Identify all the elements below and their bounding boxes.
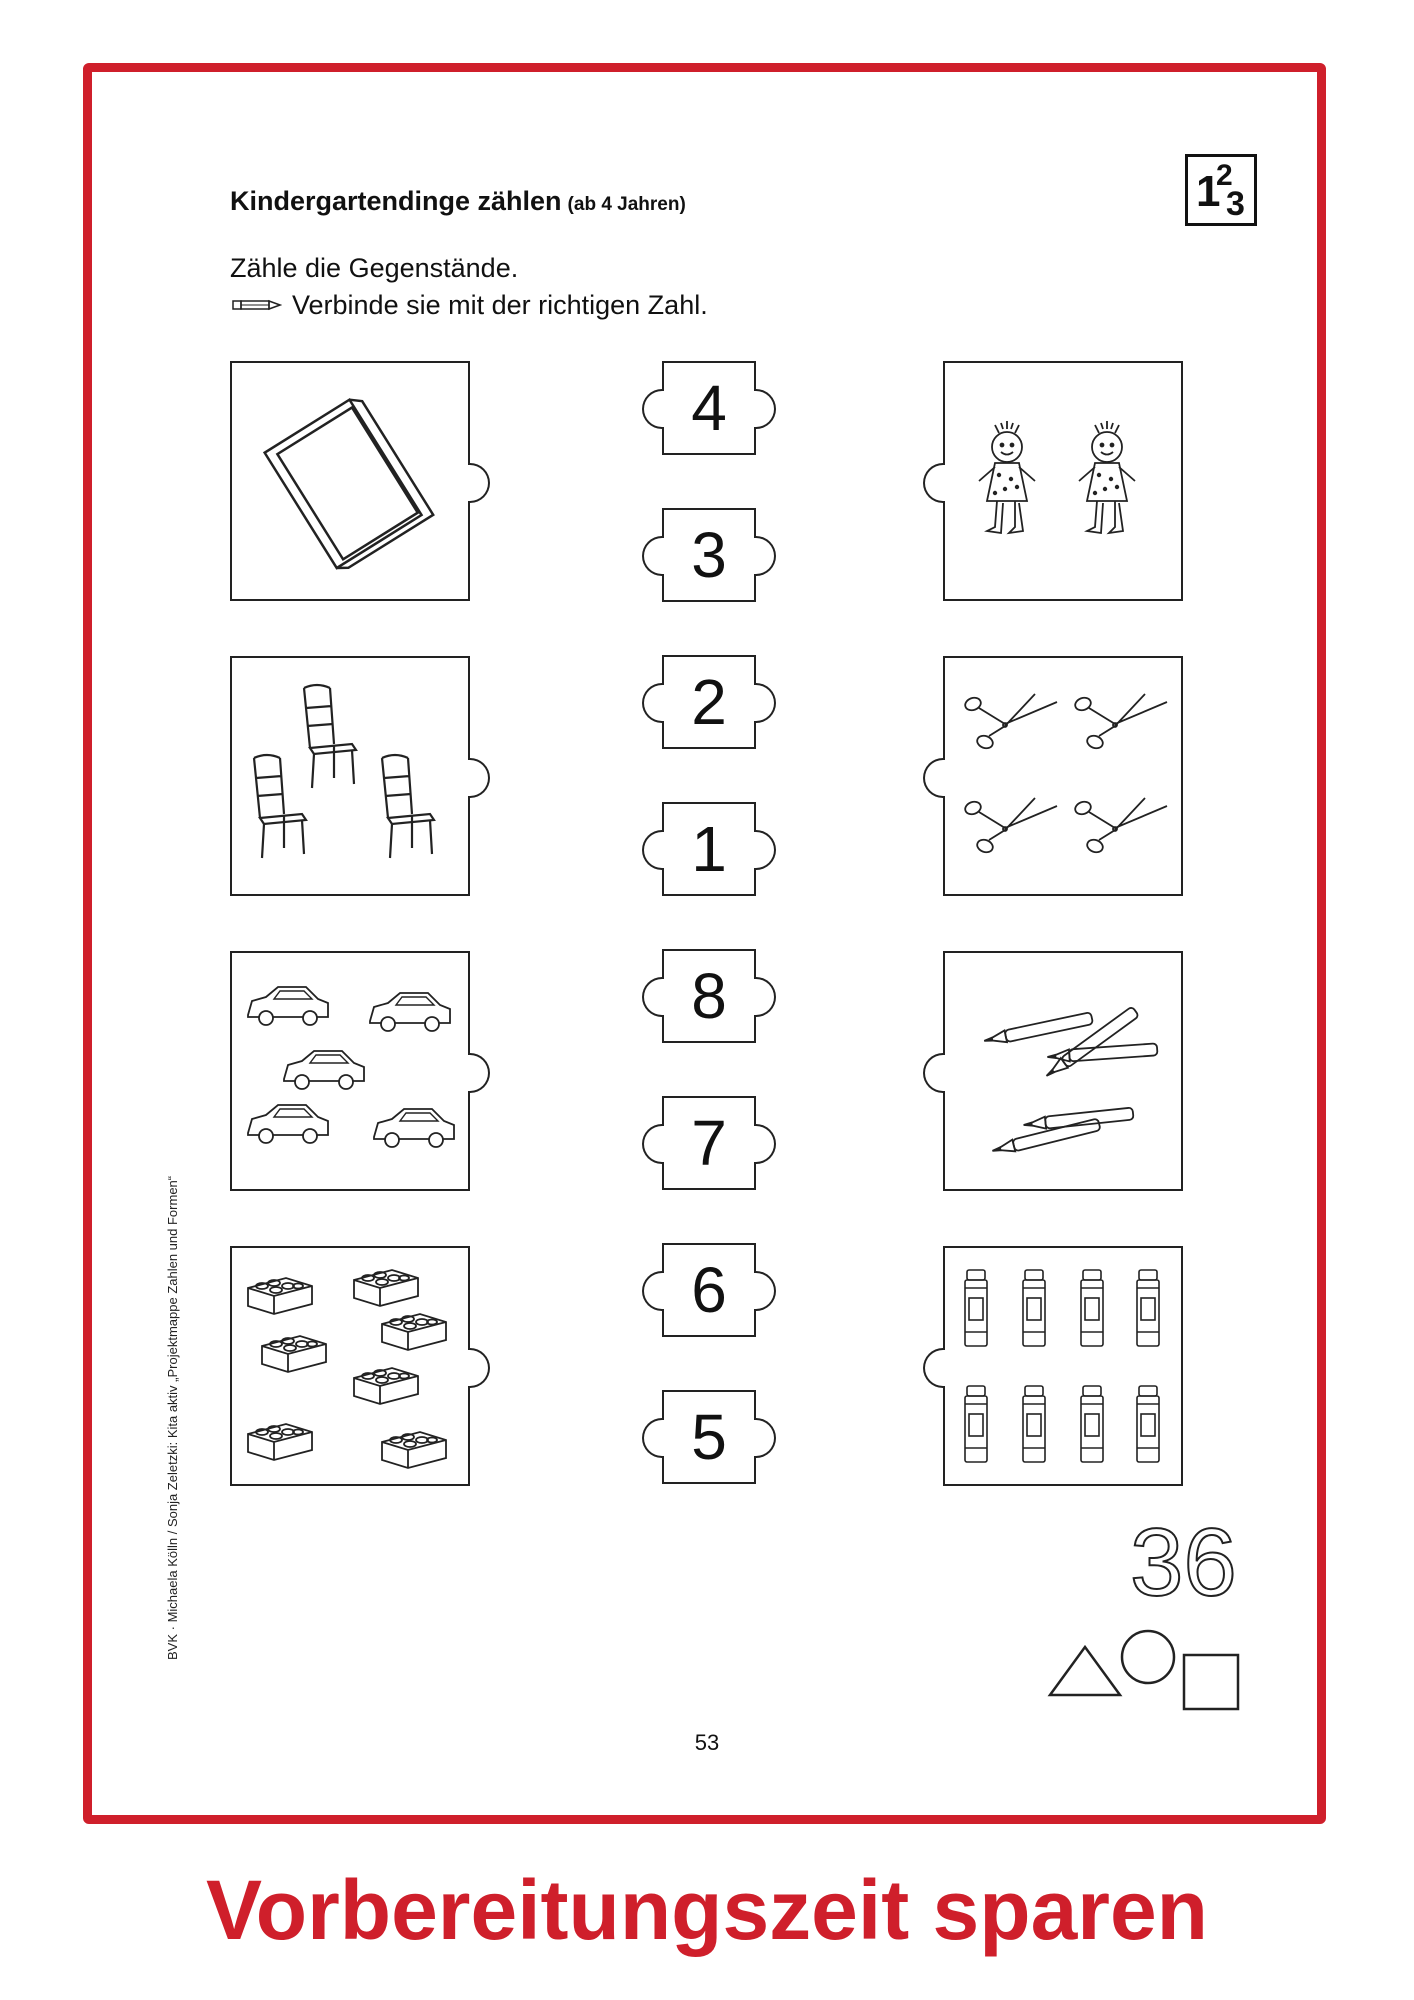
instruction-count: Zähle die Gegenstände.	[230, 253, 519, 283]
card-cars[interactable]	[230, 951, 470, 1191]
decoration-digits: 36	[1130, 1509, 1237, 1616]
number-label: 5	[691, 1401, 727, 1473]
circle-icon	[1122, 1631, 1174, 1683]
number-label: 7	[691, 1107, 727, 1179]
card-bricks[interactable]	[230, 1246, 470, 1486]
number-box-5[interactable]	[662, 949, 756, 1043]
logo-digit-3: 3	[1226, 185, 1245, 223]
pencil-icon	[232, 298, 282, 312]
logo-digit-2: 2	[1216, 159, 1233, 192]
number-box-4[interactable]	[662, 802, 756, 896]
number-box-1[interactable]	[662, 361, 756, 455]
number-label: 4	[691, 372, 727, 444]
card-scissors[interactable]	[943, 656, 1183, 896]
card-dolls[interactable]	[943, 361, 1183, 601]
cars-icon	[232, 953, 472, 1193]
number-box-8[interactable]	[662, 1390, 756, 1484]
number-box-7[interactable]	[662, 1243, 756, 1337]
chairs-icon	[232, 658, 472, 898]
decoration-shapes	[1040, 1505, 1260, 1715]
number-label: 1	[691, 813, 727, 885]
pencils-icon	[945, 953, 1185, 1193]
card-chairs[interactable]	[230, 656, 470, 896]
number-label: 6	[691, 1254, 727, 1326]
number-label: 8	[691, 960, 727, 1032]
dolls-icon	[945, 363, 1185, 603]
triangle-icon	[1050, 1647, 1120, 1695]
instruction-connect: Verbinde sie mit der richtigen Zahl.	[292, 290, 708, 320]
page-number: 53	[694, 1730, 720, 1755]
bricks-icon	[232, 1248, 472, 1488]
book-icon	[232, 363, 472, 603]
number-box-6[interactable]	[662, 1096, 756, 1190]
card-glue-sticks[interactable]	[943, 1246, 1183, 1486]
card-book[interactable]	[230, 361, 470, 601]
number-label: 2	[691, 666, 727, 738]
worksheet-title	[230, 186, 686, 217]
title-text: Kindergartendinge zählen	[230, 186, 562, 216]
number-label: 3	[691, 519, 727, 591]
number-box-3[interactable]	[662, 655, 756, 749]
number-box-2[interactable]	[662, 508, 756, 602]
age-note: (ab 4 Jahren)	[567, 194, 686, 215]
banner-text: Vorbereitungszeit sparen	[205, 1863, 1208, 1957]
scissors-icon	[945, 658, 1185, 898]
card-pencils[interactable]	[943, 951, 1183, 1191]
logo-digit-1: 1	[1196, 167, 1221, 216]
side-credit: BVK · Michaela Kölln / Sonja Zeletzki: Kita aktiv „Projektmappe Zahlen und Formen“	[165, 1175, 180, 1660]
square-icon	[1184, 1655, 1238, 1709]
glue-sticks-icon	[945, 1248, 1185, 1488]
numbers-logo-icon	[1185, 154, 1257, 226]
